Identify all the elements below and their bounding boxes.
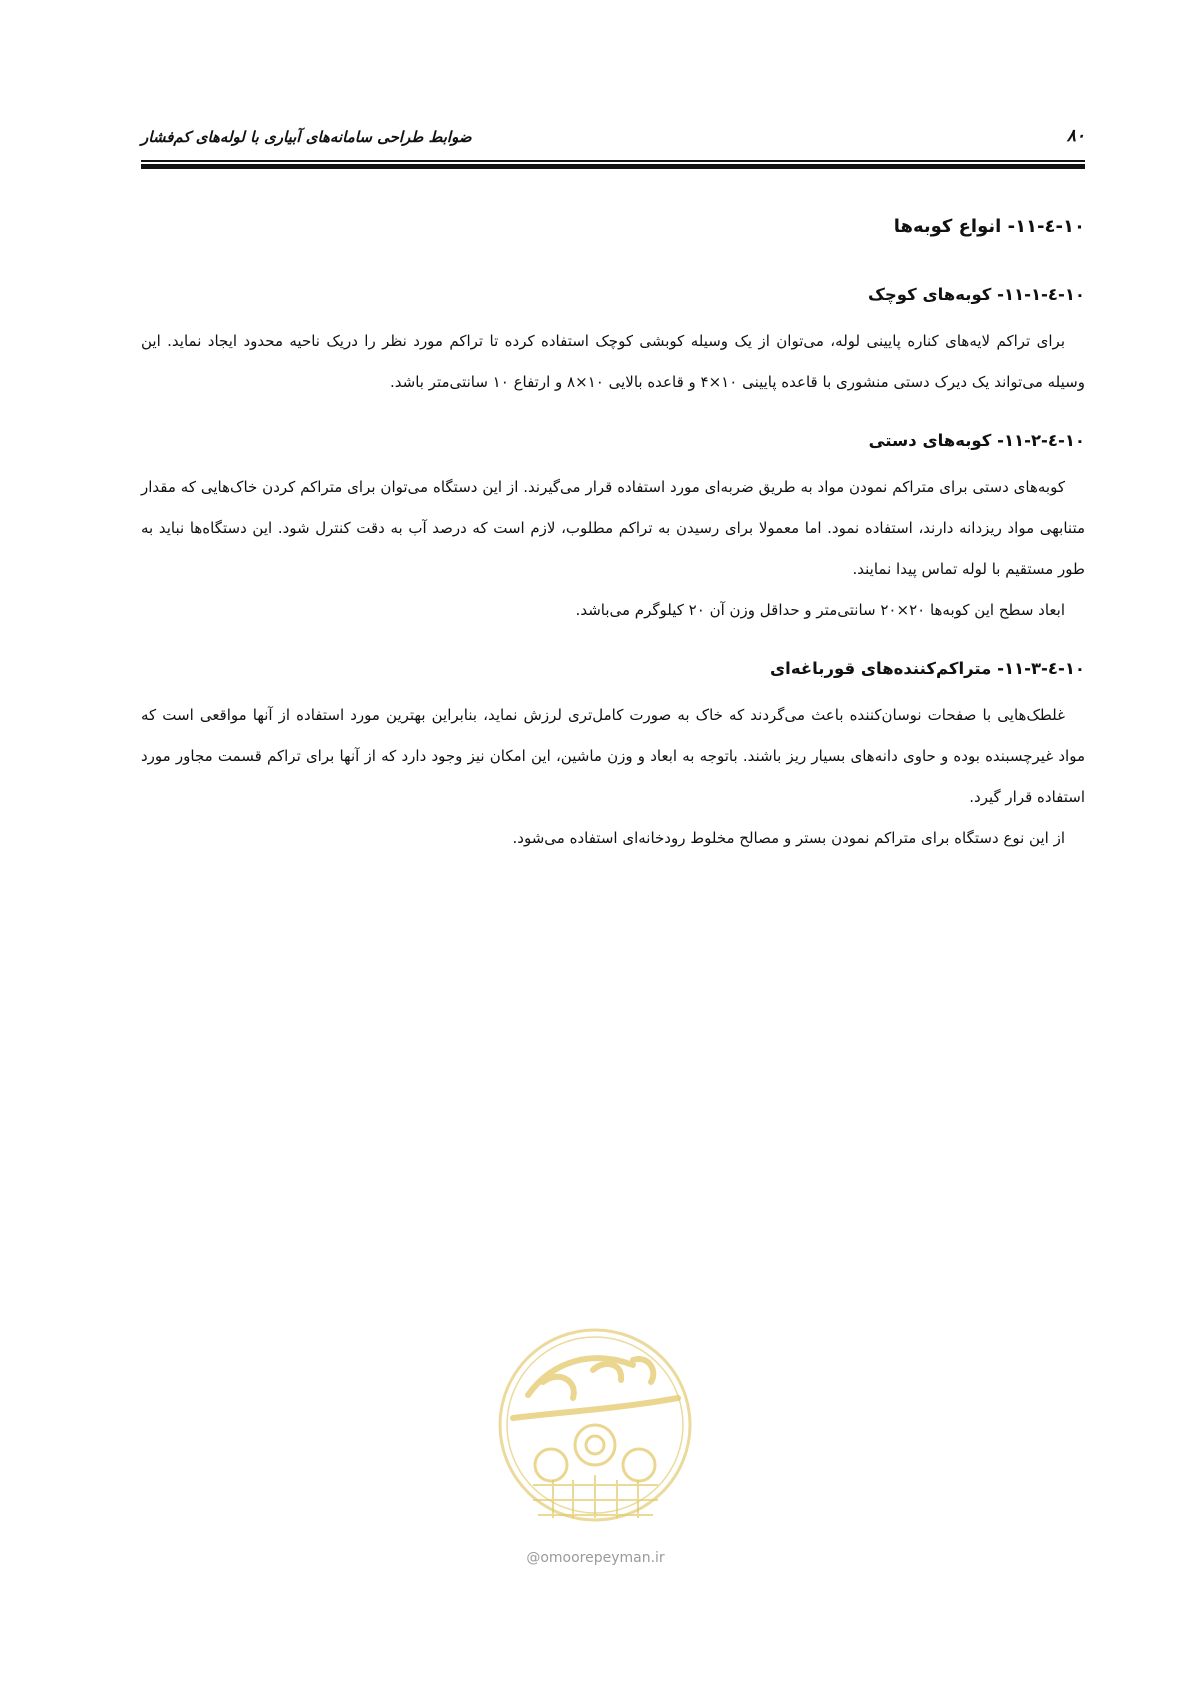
header-rule-thick — [141, 164, 1085, 169]
page-number: ۸۰ — [1066, 126, 1085, 146]
running-title: ضوابط طراحی سامانه‌های آبیاری با لوله‌های کم‌فشار — [141, 128, 472, 146]
header-rule-thin — [141, 160, 1085, 162]
body-paragraph: غلطک‌هایی با صفحات نوسان‌کننده باعث می‌گردند که خاک به صورت کامل‌تری لرزش نماید، بنابراین بهترین مورد استفاده از آنها مواقعی است که مواد غیرچسبنده بوده و حاوی دانه‌های بسیار ریز باشند. باتوجه به ابعاد و وزن ماشین، این امکان نیز وجود دارد که از آنها برای تراکم قسمت مجاور مورد استفاده قرار گیرد. — [141, 706, 1085, 806]
watermark-logo — [483, 1320, 708, 1580]
body-paragraph: ابعاد سطح این کوبه‌ها ۲۰×۲۰ سانتی‌متر و حداقل وزن آن ۲۰ کیلوگرم می‌باشد. — [575, 601, 1065, 619]
section-heading: ۱۰-٤-۱۱- انواع کوبه‌ها — [893, 216, 1085, 237]
subsection-hand-rammers — [141, 429, 1085, 631]
body-paragraph: از این نوع دستگاه برای متراکم نمودن بستر و مصالح مخلوط رودخانه‌ای استفاده می‌شود. — [512, 829, 1065, 847]
body-paragraph: برای تراکم لایه‌های کناره پایینی لوله، می‌توان از یک وسیله کوبشی کوچک استفاده کرده تا تراکم مورد نظر را دریک ناحیه محدود ایجاد نماید. این وسیله می‌تواند یک دیرک دستی منشوری با قاعده پایینی ۱۰×۴ و قاعده بالایی ۱۰×۸ و ارتفاع ۱۰ سانتی‌متر باشد. — [141, 332, 1085, 391]
subsection-small-rammers — [141, 283, 1085, 403]
subsection-heading: ۱۰-٤-۱۱-۱- کوبه‌های کوچک — [868, 285, 1085, 304]
subsection-heading: ۱۰-٤-۱۱-۳- متراکم‌کننده‌های قورباغه‌ای — [770, 659, 1085, 678]
page-header — [141, 128, 1085, 158]
watermark-url: @omoorepeyman.ir — [526, 1550, 665, 1566]
subsection-frog-compactors — [141, 657, 1085, 859]
page-content — [141, 215, 1085, 885]
subsection-heading: ۱۰-٤-۱۱-۲- کوبه‌های دستی — [868, 431, 1085, 450]
watermark-seal-icon — [483, 1320, 708, 1550]
body-paragraph: کوبه‌های دستی برای متراکم نمودن مواد به طریق ضربه‌ای مورد استفاده قرار می‌گیرند. از این دستگاه می‌توان برای متراکم کردن خاک‌هایی که مقدار متنابهی مواد ریزدانه دارند، استفاده نمود. اما معمولا برای رسیدن به تراکم مطلوب، لازم است که درصد آب به دقت کنترل شود. این دستگاه‌ها نباید به طور مستقیم با لوله تماس پیدا نمایند. — [141, 478, 1085, 578]
